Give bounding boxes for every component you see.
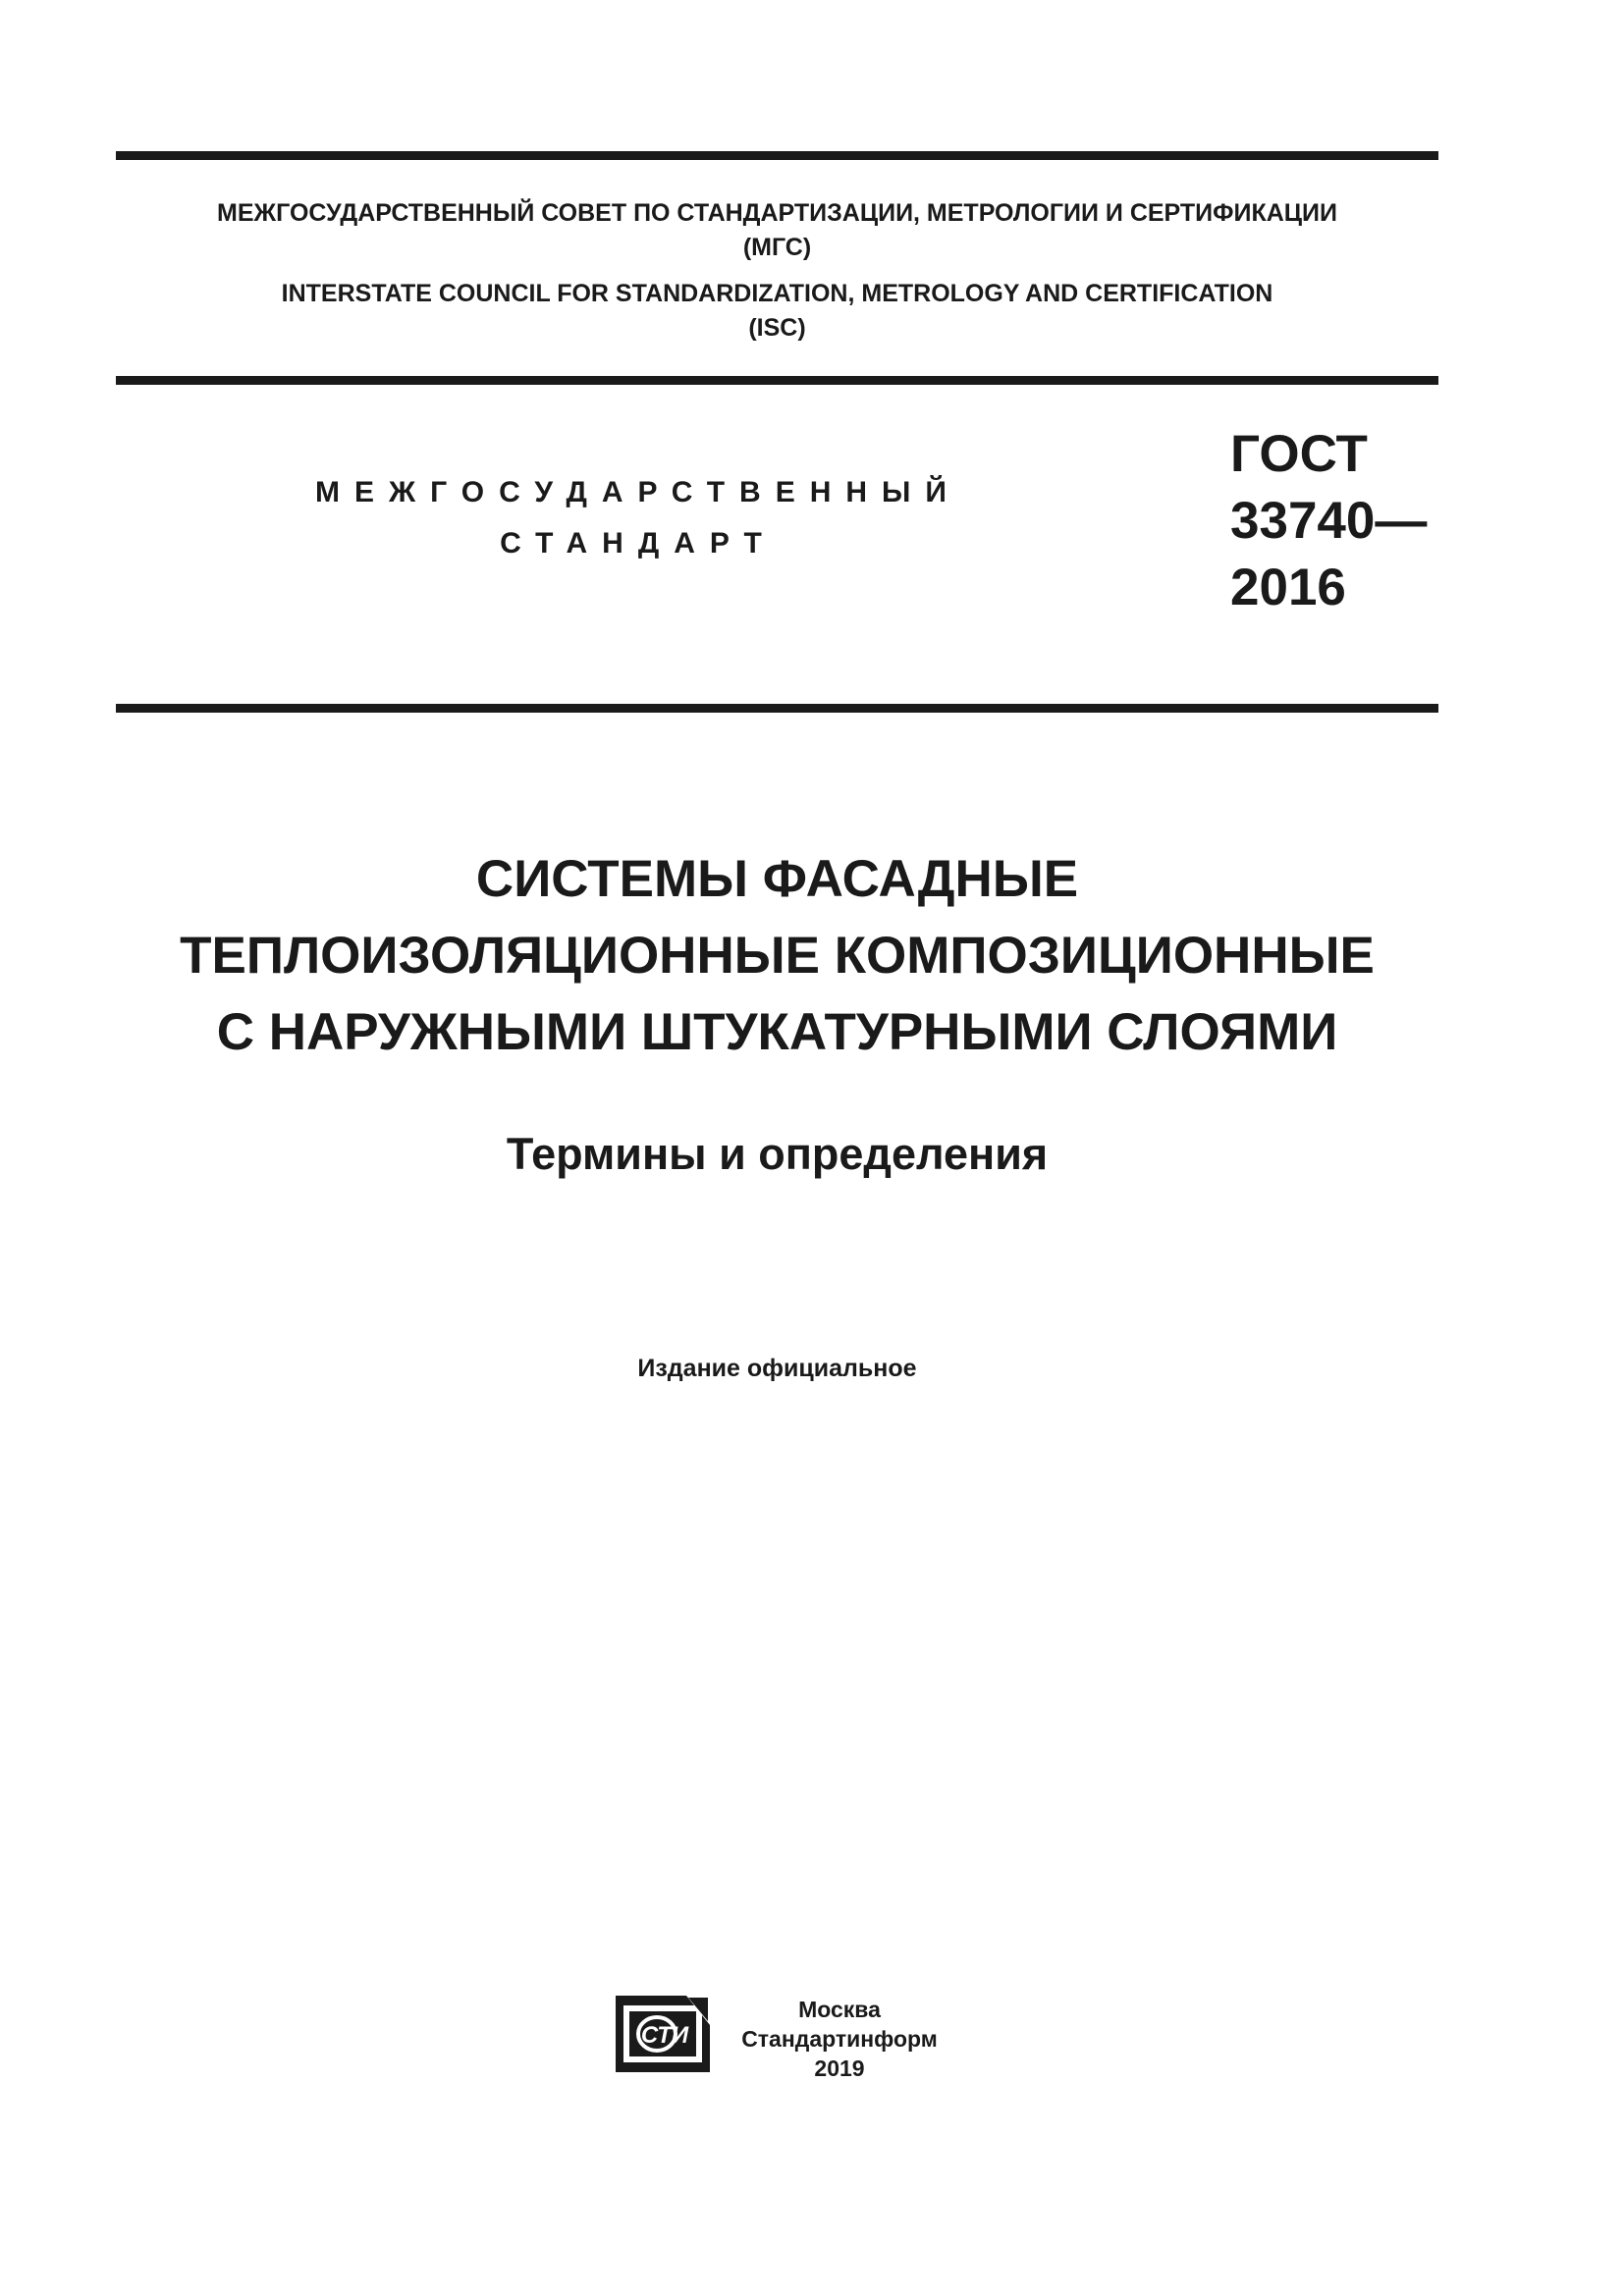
subtitle: Термины и определения [506, 1129, 1049, 1179]
gost-word: ГОСТ [1230, 425, 1368, 483]
council-en-line1: INTERSTATE COUNCIL FOR STANDARDIZATION, METROLOGY AND CERTIFICATION [281, 280, 1273, 307]
gost-number: 33740— [1230, 492, 1428, 550]
edition-note: Издание официальное [637, 1355, 917, 1382]
top-rule [116, 151, 1438, 160]
standard-type-line1: МЕЖГОСУДАРСТВЕННЫЙ [315, 476, 961, 508]
publisher-city: Москва [798, 1997, 881, 2022]
title-line2: ТЕПЛОИЗОЛЯЦИОННЫЕ КОМПОЗИЦИОННЫЕ [180, 927, 1375, 985]
council-name-en [116, 277, 1438, 346]
council-ru-line2: (МГС) [742, 234, 812, 261]
council-ru-line1: МЕЖГОСУДАРСТВЕННЫЙ СОВЕТ ПО СТАНДАРТИЗАЦИИ, МЕТРОЛОГИИ И СЕРТИФИКАЦИИ [217, 199, 1337, 227]
logo-lettering: СТИ [640, 2022, 689, 2049]
standard-type-line2: СТАНДАРТ [500, 527, 777, 560]
middle-rule [116, 376, 1438, 385]
gost-year: 2016 [1230, 559, 1346, 616]
title-line3: С НАРУЖНЫМИ ШТУКАТУРНЫМИ СЛОЯМИ [216, 1003, 1338, 1061]
council-name-ru [116, 196, 1438, 265]
council-en-line2: (ISC) [748, 314, 806, 342]
publication-year: 2019 [814, 2056, 865, 2081]
title-line1: СИСТЕМЫ ФАСАДНЫЕ [475, 850, 1079, 908]
standartinform-logo-icon [616, 1996, 710, 2072]
bottom-rule [116, 704, 1438, 713]
publisher-name: Стандартинформ [741, 2026, 938, 2052]
